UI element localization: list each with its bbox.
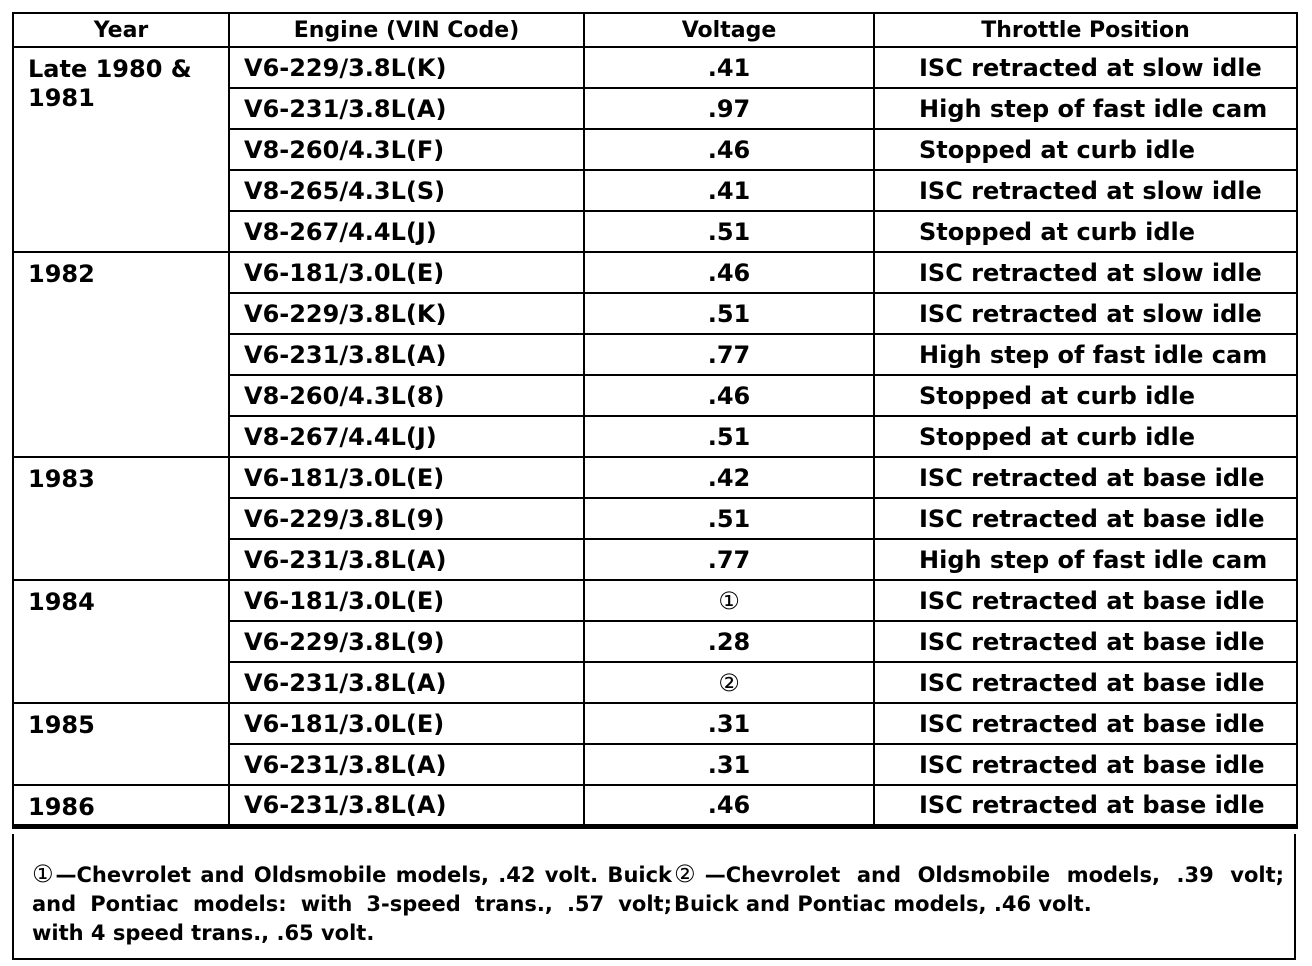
engine-cell: V6-231/3.8L(A) (229, 88, 584, 129)
footnote-1 (32, 860, 672, 948)
voltage-cell: ① (584, 580, 874, 621)
throttle-cell: High step of fast idle cam (874, 539, 1297, 580)
voltage-cell: .46 (584, 785, 874, 826)
year-group (13, 457, 1297, 580)
throttle-cell: ISC retracted at base idle (874, 498, 1297, 539)
header-year: Year (13, 13, 229, 47)
throttle-cell: High step of fast idle cam (874, 88, 1297, 129)
year-cell: 1985 (13, 703, 229, 785)
engine-cell: V6-231/3.8L(A) (229, 334, 584, 375)
table-row (13, 785, 1297, 826)
voltage-cell: .46 (584, 129, 874, 170)
voltage-cell: .41 (584, 170, 874, 211)
voltage-cell: .46 (584, 252, 874, 293)
throttle-cell: High step of fast idle cam (874, 334, 1297, 375)
year-cell: 1983 (13, 457, 229, 580)
engine-cell: V8-260/4.3L(F) (229, 129, 584, 170)
year-group (13, 47, 1297, 252)
voltage-cell: .28 (584, 621, 874, 662)
year-group (13, 703, 1297, 785)
voltage-cell: .97 (584, 88, 874, 129)
year-group (13, 252, 1297, 457)
voltage-cell: .51 (584, 293, 874, 334)
engine-cell: V6-231/3.8L(A) (229, 744, 584, 785)
throttle-cell: Stopped at curb idle (874, 211, 1297, 252)
footnote-1-marker: ① (32, 860, 56, 888)
engine-cell: V6-231/3.8L(A) (229, 785, 584, 826)
throttle-cell: ISC retracted at slow idle (874, 47, 1297, 88)
voltage-cell: .51 (584, 211, 874, 252)
throttle-cell: ISC retracted at slow idle (874, 170, 1297, 211)
voltage-cell: .42 (584, 457, 874, 498)
table-row (13, 580, 1297, 621)
voltage-cell: .31 (584, 744, 874, 785)
throttle-cell: ISC retracted at base idle (874, 457, 1297, 498)
engine-cell: V6-229/3.8L(K) (229, 293, 584, 334)
voltage-cell: .77 (584, 539, 874, 580)
header-engine: Engine (VIN Code) (229, 13, 584, 47)
throttle-cell: Stopped at curb idle (874, 375, 1297, 416)
throttle-cell: ISC retracted at base idle (874, 744, 1297, 785)
header-voltage: Voltage (584, 13, 874, 47)
footnote-2-marker: ② (674, 860, 705, 888)
table-row (13, 703, 1297, 744)
throttle-cell: ISC retracted at base idle (874, 785, 1297, 826)
header-row (13, 13, 1297, 47)
throttle-cell: ISC retracted at base idle (874, 662, 1297, 703)
footnotes (12, 834, 1296, 960)
spec-sheet (12, 12, 1296, 960)
voltage-cell: .46 (584, 375, 874, 416)
year-cell: Late 1980 & 1981 (13, 47, 229, 252)
engine-cell: V8-265/4.3L(S) (229, 170, 584, 211)
engine-cell: V8-267/4.4L(J) (229, 211, 584, 252)
engine-cell: V6-229/3.8L(9) (229, 498, 584, 539)
header-throttle: Throttle Position (874, 13, 1297, 47)
voltage-cell: ② (584, 662, 874, 703)
throttle-cell: ISC retracted at slow idle (874, 293, 1297, 334)
table-row (13, 47, 1297, 88)
footnote-2-text: —Chevrolet and Oldsmobile models, .39 volt; Buick and Pontiac models, .46 volt. (674, 863, 1285, 916)
throttle-cell: Stopped at curb idle (874, 129, 1297, 170)
engine-cell: V6-231/3.8L(A) (229, 662, 584, 703)
voltage-cell: .41 (584, 47, 874, 88)
year-group (13, 785, 1297, 826)
throttle-cell: ISC retracted at slow idle (874, 252, 1297, 293)
voltage-cell: .51 (584, 416, 874, 457)
engine-cell: V6-229/3.8L(K) (229, 47, 584, 88)
engine-cell: V6-181/3.0L(E) (229, 580, 584, 621)
year-group (13, 580, 1297, 703)
throttle-cell: ISC retracted at base idle (874, 703, 1297, 744)
tps-voltage-table (12, 12, 1298, 829)
engine-cell: V6-229/3.8L(9) (229, 621, 584, 662)
footnote-2 (674, 860, 1284, 919)
engine-cell: V8-267/4.4L(J) (229, 416, 584, 457)
voltage-cell: .77 (584, 334, 874, 375)
year-cell: 1984 (13, 580, 229, 703)
throttle-cell: Stopped at curb idle (874, 416, 1297, 457)
engine-cell: V8-260/4.3L(8) (229, 375, 584, 416)
year-cell: 1986 (13, 785, 229, 826)
throttle-cell: ISC retracted at base idle (874, 621, 1297, 662)
table-row (13, 252, 1297, 293)
engine-cell: V6-181/3.0L(E) (229, 252, 584, 293)
year-cell: 1982 (13, 252, 229, 457)
engine-cell: V6-231/3.8L(A) (229, 539, 584, 580)
table-row (13, 457, 1297, 498)
engine-cell: V6-181/3.0L(E) (229, 457, 584, 498)
voltage-cell: .51 (584, 498, 874, 539)
engine-cell: V6-181/3.0L(E) (229, 703, 584, 744)
footnote-1-text: —Chevrolet and Oldsmobile models, .42 volt. Buick and Pontiac models: with 3-speed trans., .57 volt; with 4 speed trans., .65 volt. (32, 863, 673, 945)
voltage-cell: .31 (584, 703, 874, 744)
throttle-cell: ISC retracted at base idle (874, 580, 1297, 621)
